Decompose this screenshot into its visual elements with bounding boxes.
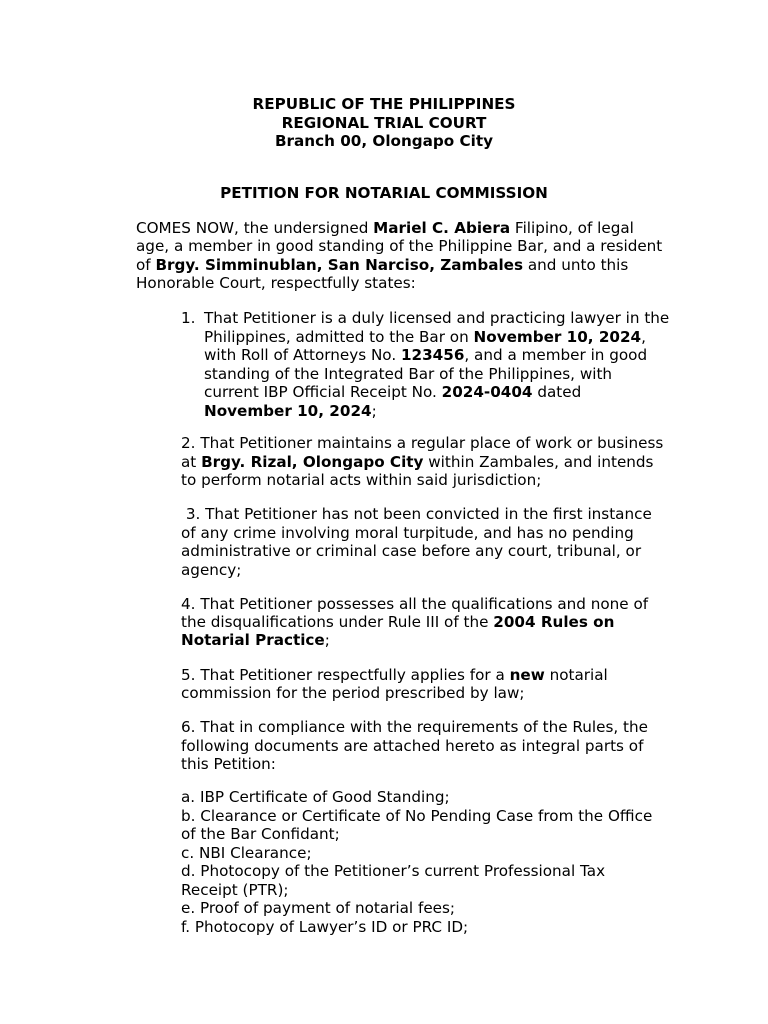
doc-item-e: e. Proof of payment of notarial fees; xyxy=(181,899,456,917)
petitioner-address: Brgy. Simminublan, San Narciso, Zambales xyxy=(155,256,524,274)
commission-kind: new xyxy=(509,666,545,684)
item-3-line-2: of any crime involving moral turpitude, and has no pending xyxy=(181,524,634,542)
item-2-line-3: to perform notarial acts within said jurisdiction; xyxy=(181,471,542,489)
intro-line-3: of Brgy. Simminublan, San Narciso, Zambales and unto this xyxy=(136,256,629,274)
office-address: Brgy. Rizal, Olongapo City xyxy=(201,453,424,471)
intro-line-1: COMES NOW, the undersigned Mariel C. Abiera Filipino, of legal xyxy=(136,219,634,237)
item-5-line-2: commission for the period prescribed by law; xyxy=(181,684,525,702)
bar-admission-date: November 10, 2024 xyxy=(473,327,642,346)
petitioner-name: Mariel C. Abiera xyxy=(373,219,511,237)
header-republic: REPUBLIC OF THE PHILIPPINES xyxy=(252,95,516,113)
item-2-line-2: at Brgy. Rizal, Olongapo City within Zambales, and intends xyxy=(181,453,654,471)
item-1-number: 1. xyxy=(181,309,196,327)
header-court: REGIONAL TRIAL COURT xyxy=(281,114,487,132)
doc-item-a: a. IBP Certificate of Good Standing; xyxy=(181,788,450,806)
item-2-line-1: 2. That Petitioner maintains a regular place of work or business xyxy=(181,434,664,452)
doc-item-c: c. NBI Clearance; xyxy=(181,844,312,862)
document-title: PETITION FOR NOTARIAL COMMISSION xyxy=(220,184,548,202)
item-4-line-2: the disqualifications under Rule III of the 2004 Rules on xyxy=(181,613,615,631)
item-6-line-3: this Petition: xyxy=(181,755,276,773)
receipt-number: 2024-0404 xyxy=(441,383,533,402)
item-1: 1. That Petitioner is a duly licensed and practicing lawyer in the Philippines, admitted to the Bar on November 10, 2024, with Roll of Attorneys No. 123456, and a member in good standing of the Integrated Bar of the Philippines, with current IBP Official Receipt No. 2024-0404 dated November 10, 2024; xyxy=(181,309,670,420)
rules-reference-part-2: Notarial Practice xyxy=(181,631,325,649)
intro-line-4: Honorable Court, respectfully states: xyxy=(136,274,416,292)
doc-item-f: f. Photocopy of Lawyer’s ID or PRC ID; xyxy=(181,918,469,936)
receipt-date: November 10, 2024 xyxy=(204,401,372,420)
doc-item-b-line-1: b. Clearance or Certificate of No Pending Case from the Office xyxy=(181,807,653,825)
item-4-line-1: 4. That Petitioner possesses all the qualifications and none of xyxy=(181,595,649,613)
roll-number: 123456 xyxy=(400,346,465,365)
item-3-line-3: administrative or criminal case before any court, tribunal, or xyxy=(181,542,642,560)
rules-reference-part-1: 2004 Rules on xyxy=(493,613,615,631)
intro-line-2: age, a member in good standing of the Philippine Bar, and a resident xyxy=(136,237,663,255)
doc-item-b-line-2: of the Bar Confidant; xyxy=(181,825,340,843)
item-5-line-1: 5. That Petitioner respectfully applies for a new notarial xyxy=(181,666,608,684)
doc-item-d-line-1: d. Photocopy of the Petitioner’s current Professional Tax xyxy=(181,862,606,880)
item-3-line-4: agency; xyxy=(181,561,242,579)
item-6-line-2: following documents are attached hereto as integral parts of xyxy=(181,737,644,755)
header-branch: Branch 00, Olongapo City xyxy=(274,132,493,150)
doc-item-d-line-2: Receipt (PTR); xyxy=(181,881,289,899)
item-4-line-3: Notarial Practice; xyxy=(181,631,330,649)
item-3-line-1: 3. That Petitioner has not been convicted in the first instance xyxy=(181,505,652,523)
item-6-line-1: 6. That in compliance with the requirements of the Rules, the xyxy=(181,718,648,736)
